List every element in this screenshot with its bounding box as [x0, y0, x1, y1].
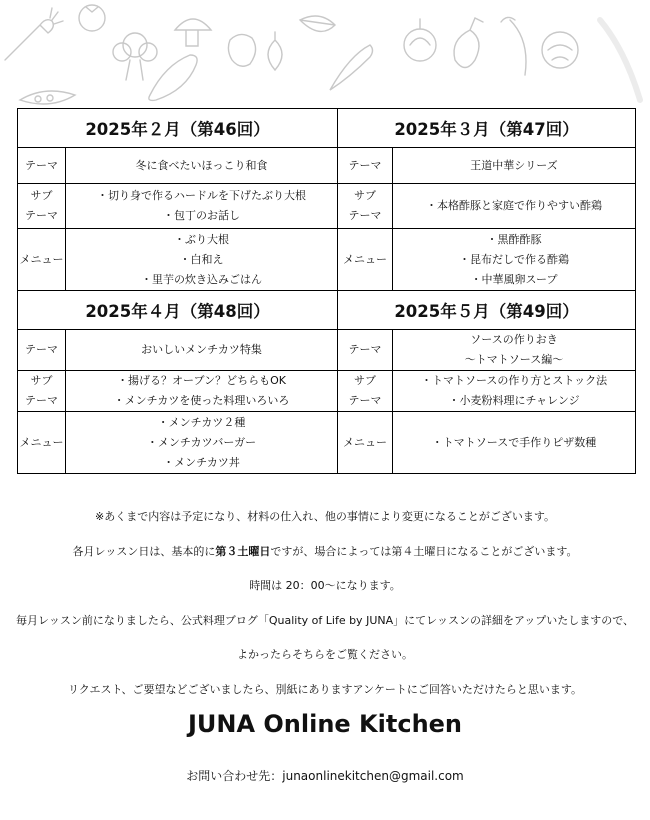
sub-theme-label: [18, 371, 66, 412]
label-line: テーマ: [25, 209, 58, 222]
sub-theme-value: [393, 184, 636, 229]
eggplant-icon: [149, 55, 197, 100]
month-title: 2025年４月（第48回）: [18, 291, 338, 330]
chili-icon: [501, 17, 526, 75]
garlic-icon: [268, 32, 282, 70]
theme-value: 王道中華シリーズ: [393, 148, 636, 184]
list-item: ・メンチカツバーガー: [146, 435, 257, 449]
sub-theme-value: [393, 371, 636, 412]
menu-value: [66, 229, 338, 291]
note-schedule-change: ※あくまで内容は予定になり、材料の仕入れ、他の事情により変更になることがございます。: [95, 510, 555, 523]
menu-label: メニュー: [338, 229, 393, 291]
month-title: 2025年２月（第46回）: [18, 109, 338, 148]
theme-line: ソースの作りおき: [470, 333, 558, 346]
vegetable-line-art-background: [0, 0, 650, 110]
list-item: ・本格酢豚と家庭で作りやすい酢鶏: [426, 199, 603, 212]
note-time: 時間は 20：00～になります。: [249, 579, 401, 592]
leaf-icon: [300, 16, 335, 31]
list-item: ・切り身で作るハードルを下げたぶり大根: [97, 189, 306, 202]
menu-label: メニュー: [18, 412, 66, 474]
menu-value: [393, 229, 636, 291]
list-item: ・中華風卵スープ: [470, 272, 558, 286]
theme-row: [18, 330, 636, 371]
month-title: 2025年３月（第47回）: [338, 109, 636, 148]
radish-icon: [454, 18, 483, 68]
sub-theme-value: [66, 371, 338, 412]
cabbage-icon: [542, 32, 578, 68]
menu-row: [18, 412, 636, 474]
list-item: ・トマトソースで手作りピザ数種: [431, 435, 597, 449]
brand-title: JUNA Online Kitchen: [187, 710, 463, 738]
theme-label: テーマ: [338, 330, 393, 371]
pea-pod-icon: [20, 91, 75, 104]
label-line: サブ: [30, 374, 53, 387]
contact-info: お問い合わせ先：junaonlinekitchen@gmail.com: [186, 769, 464, 783]
label-line: テーマ: [348, 394, 382, 407]
theme-row: [18, 148, 636, 184]
list-item: ・メンチカツを使った料理いろいろ: [113, 394, 290, 407]
pepper-icon: [228, 34, 255, 66]
menu-value: [66, 412, 338, 474]
note-request: リクエスト、ご要望などございましたら、別紙にありますアンケートにご回答いただけたらと思います。: [67, 682, 583, 696]
note-blog: 毎月レッスン前になりましたら、公式料理ブログ「Quality of Life by JUNA」にてレッスンの詳細をアップいたしますので、: [15, 613, 635, 627]
list-item: ・メンチカツ丼: [163, 455, 240, 469]
list-item: ・昆布だしで作る酢鶏: [459, 252, 570, 266]
theme-value: [393, 330, 636, 371]
theme-value: 冬に食べたいほっこり和食: [66, 148, 338, 184]
tomato-icon: [79, 5, 105, 31]
list-item: ・里芋の炊き込みごはん: [141, 272, 262, 286]
note-emphasis: 第３土曜日: [215, 544, 271, 558]
label-line: サブ: [354, 189, 377, 202]
menu-row: [18, 229, 636, 291]
list-item: ・包丁のお話し: [163, 209, 240, 222]
month-title: 2025年５月（第49回）: [338, 291, 636, 330]
list-item: ・小麦粉料理にチャレンジ: [448, 394, 580, 407]
list-item: ・揚げる？オーブン？どちらもOK: [117, 374, 286, 387]
theme-line: ～トマトソース編～: [464, 353, 564, 366]
corn-icon: [330, 45, 373, 90]
list-item: ・メンチカツ２種: [157, 415, 246, 429]
note-text: ですが、場合によっては第４土曜日になることがございます。: [270, 544, 578, 558]
sub-theme-label: [338, 371, 393, 412]
carrot-icon: [5, 8, 63, 60]
label-line: テーマ: [25, 394, 58, 407]
theme-label: テーマ: [18, 148, 66, 184]
list-item: ・白和え: [179, 252, 224, 266]
list-item: ・ぶり大根: [174, 232, 229, 246]
month-title-row: [18, 109, 636, 148]
sub-theme-value: [66, 184, 338, 229]
theme-label: テーマ: [338, 148, 393, 184]
menu-label: メニュー: [18, 229, 66, 291]
note-blog-cont: よかったらそちらをご覧ください。: [237, 648, 413, 661]
label-line: テーマ: [348, 209, 382, 222]
lesson-schedule-table: [17, 108, 636, 474]
menu-label: メニュー: [338, 412, 393, 474]
sub-theme-row: [18, 184, 636, 229]
month-title-row: [18, 291, 636, 330]
sub-theme-label: [338, 184, 393, 229]
mushroom-icon: [175, 19, 211, 46]
note-lesson-day: [0, 535, 650, 570]
menu-value: [393, 412, 636, 474]
sub-theme-row: [18, 371, 636, 412]
list-item: ・トマトソースの作り方とストック法: [420, 374, 608, 387]
broccoli-icon: [113, 33, 157, 80]
label-line: サブ: [354, 374, 377, 387]
cucumber-icon: [600, 20, 640, 100]
note-text: 各月レッスン日は、基本的に: [72, 544, 216, 558]
notes-section: [0, 500, 650, 707]
theme-value: おいしいメンチカツ特集: [66, 330, 338, 371]
label-line: サブ: [30, 189, 53, 202]
theme-label: テーマ: [18, 330, 66, 371]
list-item: ・黒酢酢豚: [486, 232, 542, 246]
onion-icon: [404, 19, 436, 61]
sub-theme-label: [18, 184, 66, 229]
